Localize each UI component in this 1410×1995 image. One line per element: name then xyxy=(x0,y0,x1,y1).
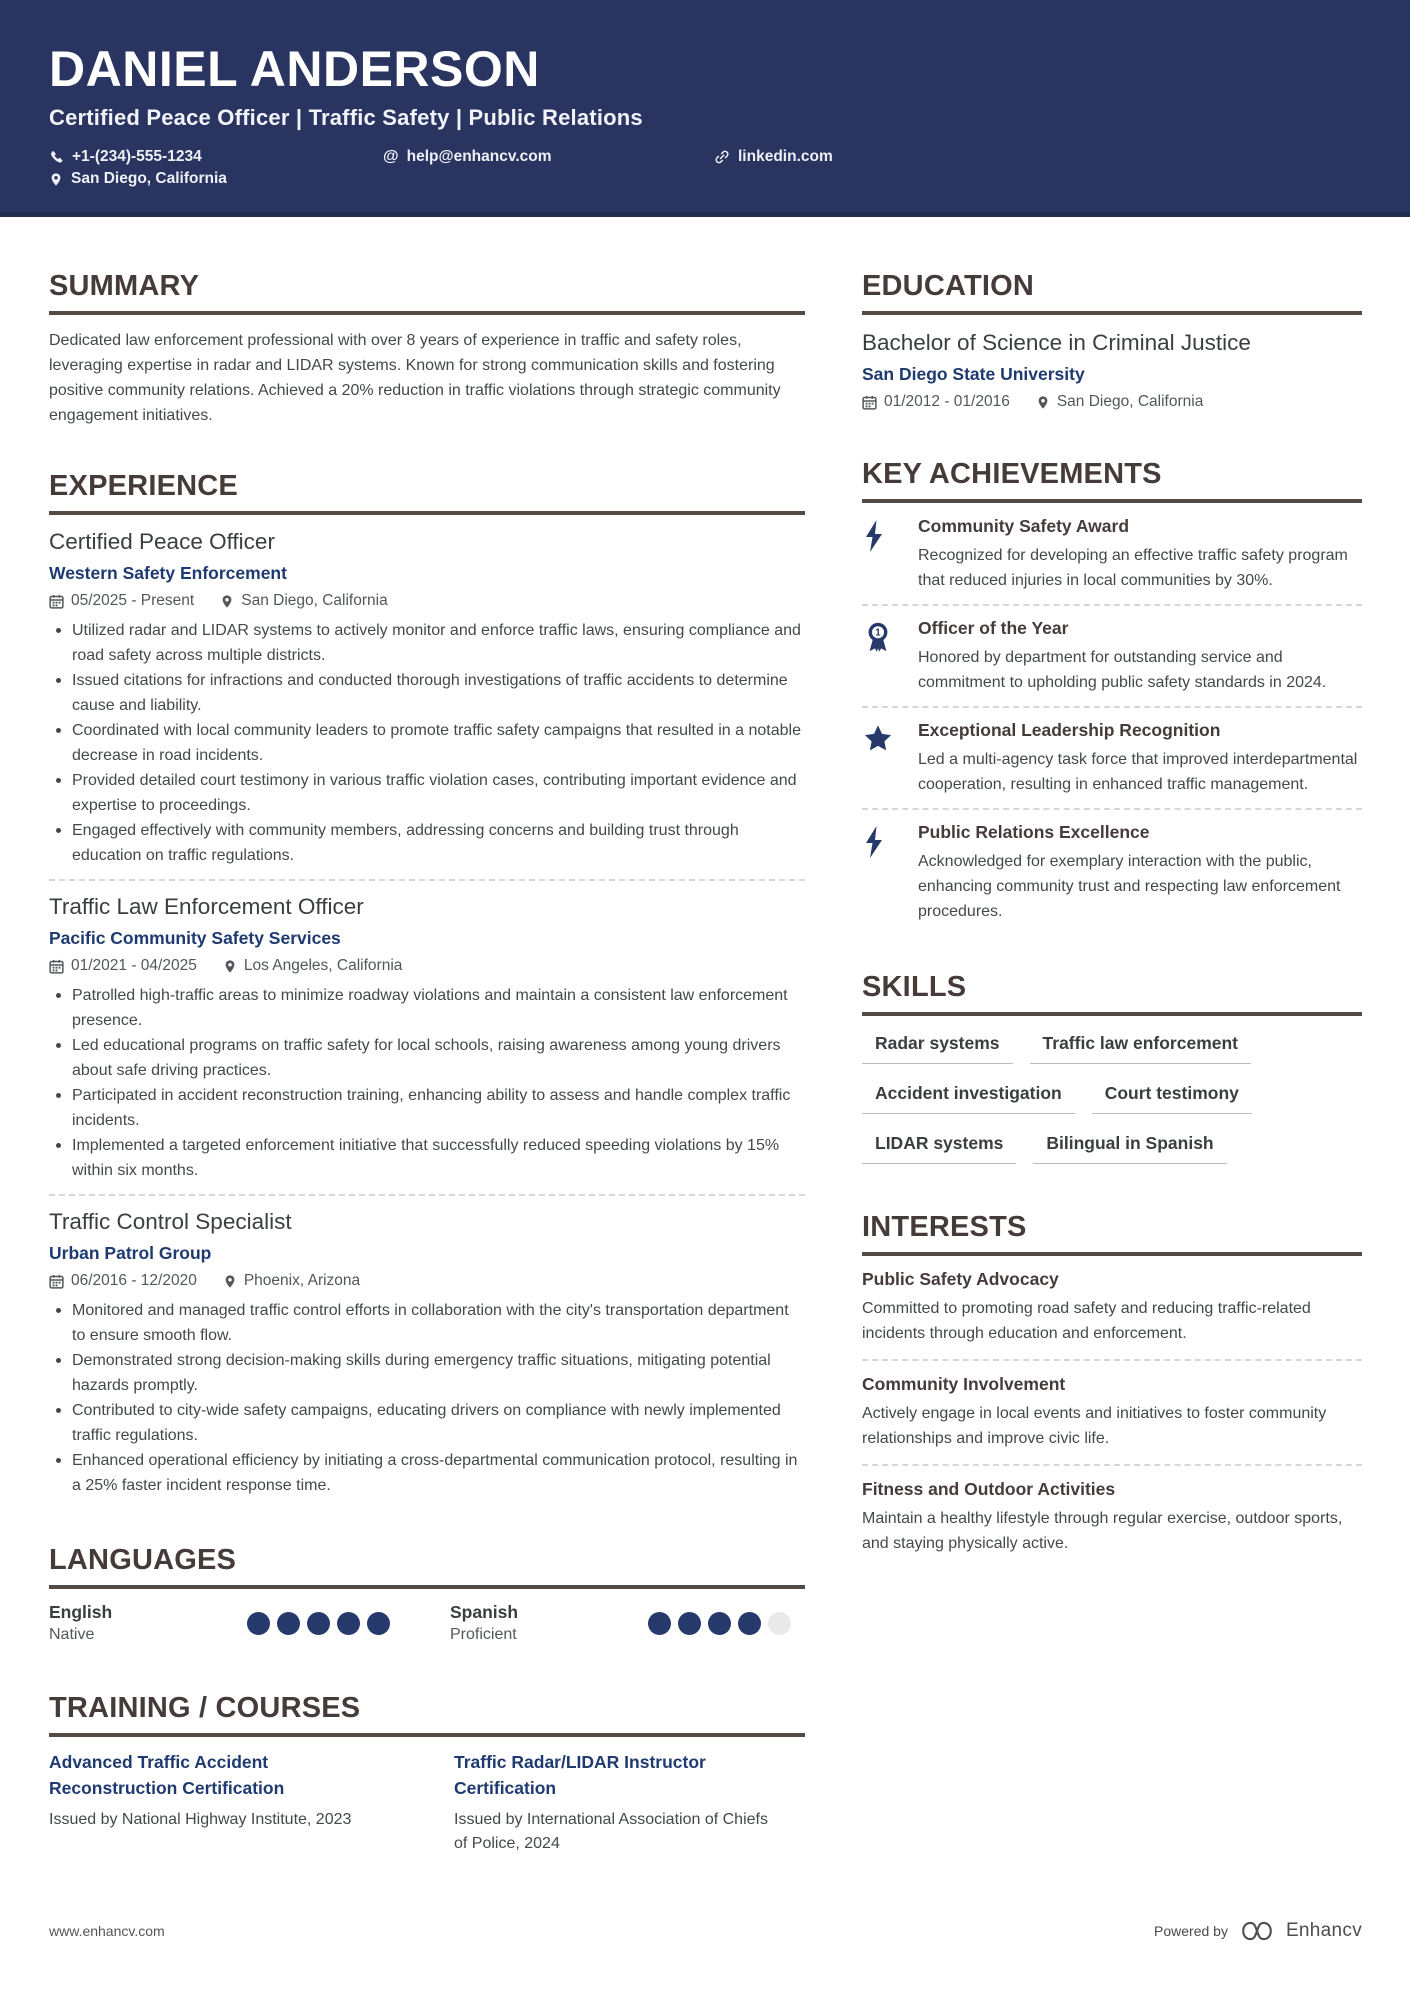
job-company: Pacific Community Safety Services xyxy=(49,928,341,949)
skill-tag: LIDAR systems xyxy=(862,1133,1016,1164)
achievements-heading: KEY ACHIEVEMENTS xyxy=(862,458,1362,503)
interest-item xyxy=(862,1269,1362,1346)
bullet-item: Coordinated with local community leaders to promote traffic safety campaigns that resulted in a notable decrease in road incidents. xyxy=(49,718,805,768)
location-pin-icon xyxy=(1036,395,1050,410)
interest-item xyxy=(862,1479,1362,1556)
enhancv-brand-name: Enhancv xyxy=(1285,1920,1362,1941)
education-dates: 01/2012 - 01/2016 xyxy=(862,393,1010,411)
education-location: San Diego, California xyxy=(1036,393,1203,411)
bullet-item: Led educational programs on traffic safety for local schools, raising awareness among young drivers about safe driving practices. xyxy=(49,1033,805,1083)
lightning-bolt-icon xyxy=(862,822,918,859)
language-name: English xyxy=(49,1602,113,1623)
right-column xyxy=(862,270,1362,1898)
calendar-icon xyxy=(49,594,64,609)
bullet-item: Implemented a targeted enforcement initiative that successfully reduced speeding violations by 15% within six months. xyxy=(49,1133,805,1183)
job-location: Phoenix, Arizona xyxy=(223,1272,360,1290)
phone-number: +1-(234)-555-1234 xyxy=(72,148,202,165)
achievement-item xyxy=(862,720,1362,797)
divider xyxy=(49,1194,805,1196)
skill-tag: Bilingual in Spanish xyxy=(1033,1133,1226,1164)
calendar-icon xyxy=(862,395,877,410)
interest-title: Community Involvement xyxy=(862,1374,1066,1395)
divider xyxy=(862,604,1362,606)
email-address[interactable]: help@enhancv.com xyxy=(406,148,552,165)
powered-by[interactable] xyxy=(1154,1919,1362,1943)
skills-heading: SKILLS xyxy=(862,971,1362,1016)
achievement-title: Exceptional Leadership Recognition xyxy=(918,720,1221,741)
achievement-item xyxy=(862,516,1362,593)
section-interests xyxy=(862,1211,1362,1556)
degree-title: Bachelor of Science in Criminal Justice xyxy=(862,330,1251,355)
person-name: DANIEL ANDERSON xyxy=(49,41,540,97)
summary-heading: SUMMARY xyxy=(49,270,805,315)
bullet-item: Participated in accident reconstruction training, enhancing ability to assess and handle complex traffic incidents. xyxy=(49,1083,805,1133)
achievement-text: Recognized for developing an effective traffic safety program that reduced injuries in local communities by 30%. xyxy=(918,547,1348,590)
bullet-item: Engaged effectively with community members, addressing concerns and building trust through education on traffic regulations. xyxy=(49,818,805,868)
bullet-item: Monitored and managed traffic control efforts in collaboration with the city's transportation department to ensure smooth flow. xyxy=(49,1298,805,1348)
job-bullets xyxy=(49,983,805,1183)
job-dates: 01/2021 - 04/2025 xyxy=(49,957,197,975)
medal-icon xyxy=(862,618,918,655)
course-item xyxy=(454,1750,784,1856)
section-summary xyxy=(49,270,805,428)
language-level-label: Proficient xyxy=(450,1626,517,1644)
course-title: Advanced Traffic Accident Reconstruction Certification xyxy=(49,1752,285,1798)
achievement-item xyxy=(862,822,1362,924)
bullet-item: Contributed to city-wide safety campaigns, educating drivers on compliance with newly implemented traffic regulations. xyxy=(49,1398,805,1448)
job-meta xyxy=(49,1272,805,1290)
email-contact[interactable] xyxy=(383,148,714,166)
job-company: Western Safety Enforcement xyxy=(49,563,287,584)
experience-entry xyxy=(49,1208,805,1498)
star-icon xyxy=(862,720,918,755)
language-dots xyxy=(648,1612,791,1635)
achievement-text: Acknowledged for exemplary interaction with the public, enhancing community trust and respecting law enforcement procedures. xyxy=(918,853,1341,921)
language-item xyxy=(49,1602,390,1644)
job-dates: 06/2016 - 12/2020 xyxy=(49,1272,197,1290)
job-meta xyxy=(49,592,805,610)
level-dot xyxy=(337,1612,360,1635)
bullet-item: Demonstrated strong decision-making skills during emergency traffic situations, mitigating potential hazards promptly. xyxy=(49,1348,805,1398)
section-skills xyxy=(862,971,1362,1164)
section-training xyxy=(49,1692,805,1856)
section-achievements xyxy=(862,458,1362,924)
course-issuer: Issued by National Highway Institute, 2023 xyxy=(49,1811,352,1829)
location-pin-icon xyxy=(223,1274,237,1289)
divider xyxy=(862,706,1362,708)
phone-contact xyxy=(49,148,383,166)
training-heading: TRAINING / COURSES xyxy=(49,1692,805,1737)
language-dots xyxy=(247,1612,390,1635)
powered-by-label: Powered by xyxy=(1154,1923,1228,1939)
bullet-item: Utilized radar and LIDAR systems to actively monitor and enforce traffic laws, ensuring compliance and road safety across multiple districts. xyxy=(49,618,805,668)
job-title: Traffic Law Enforcement Officer xyxy=(49,894,364,920)
achievement-title: Community Safety Award xyxy=(918,516,1130,537)
level-dot xyxy=(367,1612,390,1635)
location-pin-icon xyxy=(220,594,234,609)
section-experience xyxy=(49,470,805,1498)
language-name: Spanish xyxy=(450,1602,519,1623)
skill-tag: Radar systems xyxy=(862,1033,1013,1064)
job-location: Los Angeles, California xyxy=(223,957,403,975)
skill-tag: Accident investigation xyxy=(862,1083,1075,1114)
location-contact xyxy=(49,170,227,188)
location-pin-icon xyxy=(223,959,237,974)
svg-text:1: 1 xyxy=(875,627,881,639)
experience-heading: EXPERIENCE xyxy=(49,470,805,515)
divider xyxy=(49,879,805,881)
location-text: San Diego, California xyxy=(71,170,227,187)
interest-title: Fitness and Outdoor Activities xyxy=(862,1479,1116,1500)
level-dot xyxy=(738,1612,761,1635)
achievement-title: Officer of the Year xyxy=(918,618,1069,639)
level-dot xyxy=(277,1612,300,1635)
interest-text: Actively engage in local events and initiatives to foster community relationships and improve civic life. xyxy=(862,1405,1327,1448)
course-issuer: Issued by International Association of Chiefs of Police, 2024 xyxy=(454,1811,768,1853)
job-title: Certified Peace Officer xyxy=(49,529,275,554)
languages-heading: LANGUAGES xyxy=(49,1544,805,1589)
level-dot xyxy=(247,1612,270,1635)
language-level-label: Native xyxy=(49,1626,95,1644)
language-item xyxy=(450,1602,791,1644)
linkedin-contact[interactable] xyxy=(714,148,833,166)
resume-body xyxy=(0,217,1410,1898)
skill-tag: Traffic law enforcement xyxy=(1030,1033,1251,1064)
link-icon xyxy=(714,149,730,165)
interest-text: Committed to promoting road safety and reducing traffic-related incidents through education and enforcement. xyxy=(862,1300,1311,1343)
experience-entry xyxy=(49,528,805,868)
bullet-item: Provided detailed court testimony in various traffic violation cases, contributing important evidence and expertise to proceedings. xyxy=(49,768,805,818)
bullet-item: Patrolled high-traffic areas to minimize roadway violations and maintain a consistent law enforcement presence. xyxy=(49,983,805,1033)
education-meta xyxy=(862,393,1362,411)
calendar-icon xyxy=(49,1274,64,1289)
achievement-item xyxy=(862,618,1362,695)
bullet-item: Issued citations for infractions and conducted thorough investigations of traffic accidents to determine cause and liability. xyxy=(49,668,805,718)
level-dot xyxy=(678,1612,701,1635)
page-footer xyxy=(49,1919,1362,1943)
education-heading: EDUCATION xyxy=(862,270,1362,315)
interest-item xyxy=(862,1374,1362,1451)
level-dot xyxy=(708,1612,731,1635)
lightning-bolt-icon xyxy=(862,516,918,553)
job-bullets xyxy=(49,618,805,868)
skill-tag: Court testimony xyxy=(1092,1083,1252,1114)
course-title: Traffic Radar/LIDAR Instructor Certification xyxy=(454,1752,706,1798)
course-item xyxy=(49,1750,379,1856)
achievement-title: Public Relations Excellence xyxy=(918,822,1150,843)
phone-icon xyxy=(49,150,64,165)
level-dot xyxy=(768,1612,791,1635)
divider xyxy=(862,808,1362,810)
headline: Certified Peace Officer | Traffic Safety | Public Relations xyxy=(49,105,643,130)
divider xyxy=(862,1464,1362,1466)
interests-heading: INTERESTS xyxy=(862,1211,1362,1256)
enhancv-site-link[interactable]: www.enhancv.com xyxy=(49,1923,165,1939)
level-dot xyxy=(307,1612,330,1635)
calendar-icon xyxy=(49,959,64,974)
at-icon: @ xyxy=(383,148,399,165)
achievement-text: Led a multi-agency task force that improved interdepartmental cooperation, resulting in enhanced traffic management. xyxy=(918,751,1358,794)
summary-text: Dedicated law enforcement professional with over 8 years of experience in traffic and safety roles, leveraging expertise in radar and LIDAR systems. Known for strong communication skills and fostering positive community relations. Achieved a 20% reduction in traffic violations through strategic community engagement initiatives. xyxy=(49,332,781,424)
left-column xyxy=(49,270,805,1898)
location-pin-icon xyxy=(49,172,63,187)
job-dates: 05/2025 - Present xyxy=(49,592,194,610)
school-name: San Diego State University xyxy=(862,364,1085,385)
divider xyxy=(862,1359,1362,1361)
contact-info xyxy=(49,146,1361,190)
job-meta xyxy=(49,957,805,975)
job-company: Urban Patrol Group xyxy=(49,1243,212,1264)
bullet-item: Enhanced operational efficiency by initiating a cross-departmental communication protocol, resulting in a 25% faster incident response time. xyxy=(49,1448,805,1498)
level-dot xyxy=(648,1612,671,1635)
experience-entry xyxy=(49,893,805,1183)
section-education xyxy=(862,270,1362,411)
enhancv-logo-icon xyxy=(1238,1919,1276,1943)
job-bullets xyxy=(49,1298,805,1498)
job-title: Traffic Control Specialist xyxy=(49,1209,292,1235)
resume-header xyxy=(0,0,1410,217)
interest-title: Public Safety Advocacy xyxy=(862,1269,1059,1290)
job-location: San Diego, California xyxy=(220,592,387,610)
section-languages xyxy=(49,1544,805,1644)
achievement-text: Honored by department for outstanding service and commitment to upholding public safety standards in 2024. xyxy=(918,649,1327,692)
linkedin-url[interactable]: linkedin.com xyxy=(738,148,833,165)
interest-text: Maintain a healthy lifestyle through regular exercise, outdoor sports, and staying physically active. xyxy=(862,1510,1343,1553)
